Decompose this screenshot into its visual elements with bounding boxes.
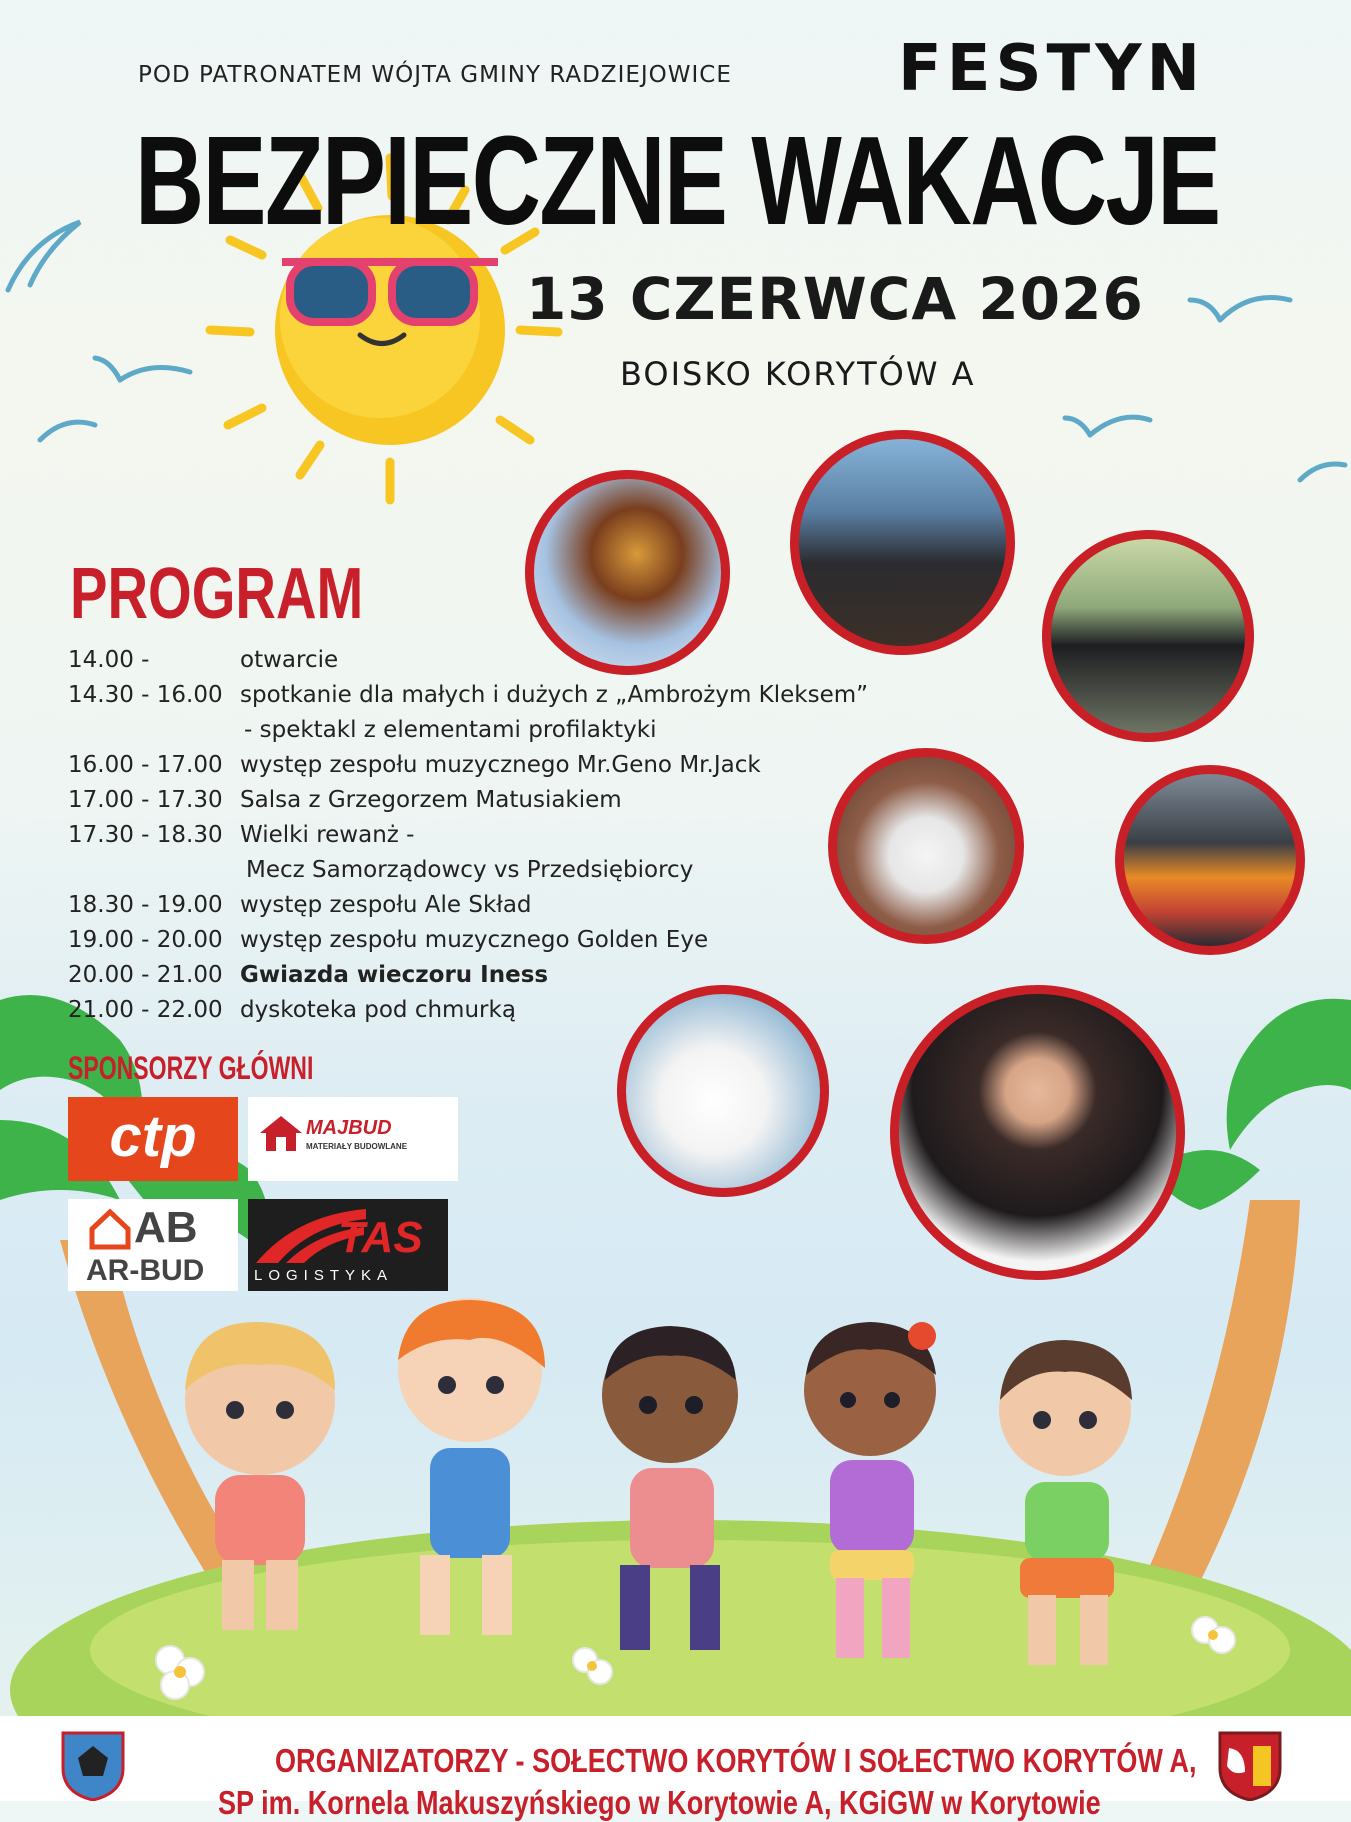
program-list xyxy=(68,643,868,1028)
program-row: 21.00 - 22.00 dyskoteka pod chmurką xyxy=(68,997,516,1023)
arbud-logo: AB AR-BUD xyxy=(68,1199,238,1291)
event-title: BEZPIECZNE WAKACJE xyxy=(135,110,1220,251)
event-place: BOISKO KORYTÓW A xyxy=(620,355,976,393)
photo-salsa-group xyxy=(1042,530,1254,742)
program-row: - spektakl z elementami profilaktyki xyxy=(244,717,657,743)
patronage-text: POD PATRONATEM WÓJTA GMINY RADZIEJOWICE xyxy=(138,62,732,88)
program-row: Mecz Samorządowcy vs Przedsiębiorcy xyxy=(246,857,694,883)
majbud-logo: MAJBUD MATERIAŁY BUDOWLANE xyxy=(248,1097,458,1181)
program-row: 17.00 - 17.30 Salsa z Grzegorzem Matusiakiem xyxy=(68,787,622,813)
photo-golden-eye xyxy=(1115,765,1305,955)
coat-of-arms-right-icon xyxy=(1215,1728,1285,1801)
coat-of-arms-left-icon xyxy=(58,1728,128,1801)
program-row: 16.00 - 17.00 występ zespołu muzycznego Mr.Geno Mr.Jack xyxy=(68,752,761,778)
bird-icon xyxy=(8,222,1345,480)
program-row: 18.30 - 19.00 występ zespołu Ale Skład xyxy=(68,892,532,918)
program-heading: PROGRAM xyxy=(70,554,364,634)
palm-trunk-right xyxy=(1130,1200,1300,1620)
event-date: 13 CZERWCA 2026 xyxy=(526,265,1144,333)
house-outline-icon xyxy=(88,1207,132,1251)
program-row: 17.30 - 18.30 Wielki rewanż - xyxy=(68,822,415,848)
organizers-line-1: ORGANIZATORZY - SOŁECTWO KORYTÓW I SOŁECTWO KORYTÓW A, xyxy=(275,1742,1197,1779)
sponsors-heading: SPONSORZY GŁÓWNI xyxy=(68,1050,314,1086)
program-row: 14.00 - otwarcie xyxy=(68,647,339,673)
ctp-logo: ctp xyxy=(68,1097,238,1181)
house-icon xyxy=(258,1113,304,1153)
program-row-headliner: 20.00 - 21.00 Gwiazda wieczoru Iness xyxy=(68,962,549,988)
photo-iness xyxy=(890,985,1185,1280)
photo-mrgeno-mrjack xyxy=(790,430,1015,655)
program-row: 14.30 - 16.00 spotkanie dla małych i dużych z „Ambrożym Kleksem” xyxy=(68,682,869,708)
program-row: 19.00 - 20.00 występ zespołu muzycznego Golden Eye xyxy=(68,927,709,953)
organizers-line-2: SP im. Kornela Makuszyńskiego w Korytowie A, KGiGW w Korytowie xyxy=(218,1784,1101,1821)
tas-logistyka-logo: TAS LOGISTYKA xyxy=(248,1199,448,1291)
event-type: FESTYN xyxy=(898,32,1206,106)
